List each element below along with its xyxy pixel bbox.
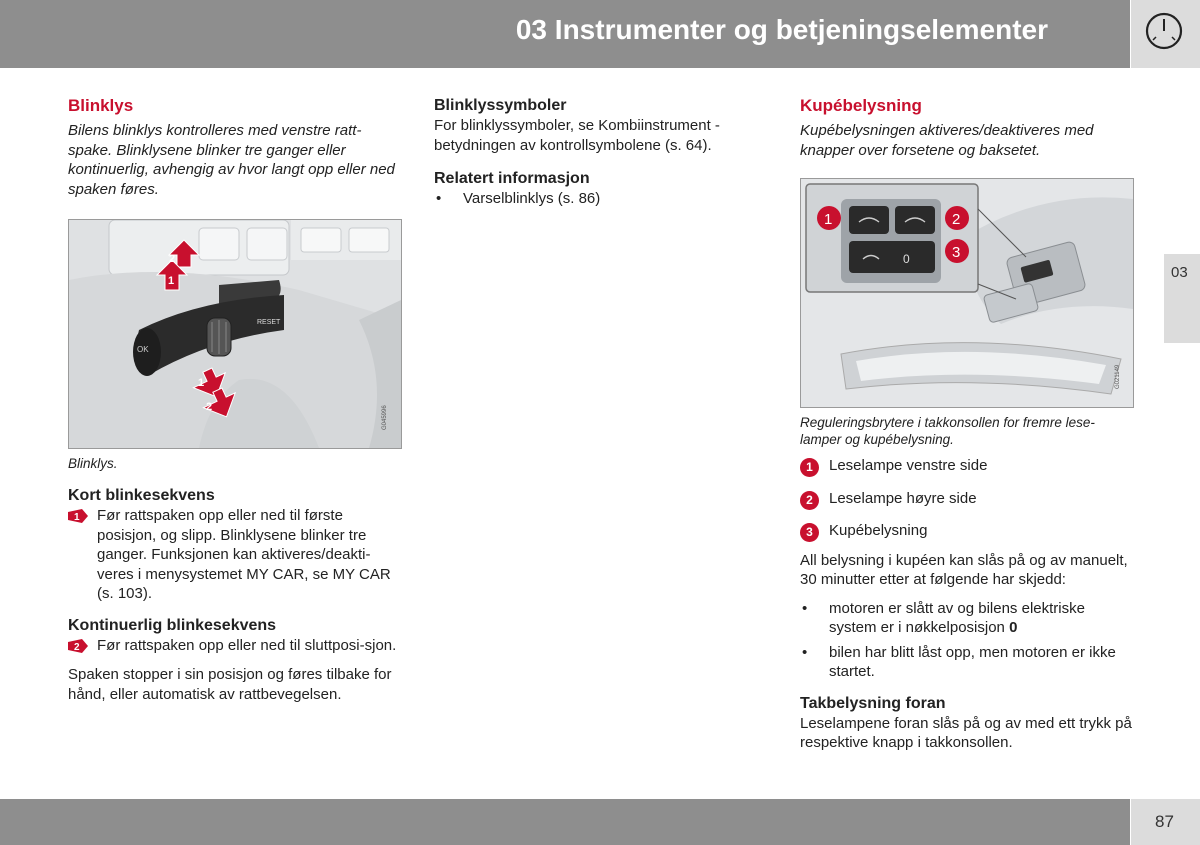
arrow-down-2-label: 2 [206, 401, 213, 413]
arrow-up-2-label: 2 [169, 253, 176, 265]
chapter-title: 03 Instrumenter og betjeningselementer [515, 14, 1048, 45]
callout-2: 2 [952, 211, 961, 228]
page-footer [0, 799, 1130, 845]
step-number-icon [68, 639, 88, 653]
bullet-dot: • [802, 599, 808, 617]
page-number-box [1131, 799, 1200, 845]
step-2-number: 2 [74, 641, 80, 653]
figure-caption-kupebelysning: Reguleringsbrytere i takkonsollen for fremre lese-lamper og kupébelysning. [800, 415, 1095, 447]
step-number-icon [68, 509, 88, 523]
column-blinklyssymboler [434, 96, 764, 209]
section-title-kupebelysning: Kupébelysning [800, 96, 922, 115]
condition-item [800, 599, 1134, 638]
column-kupebelysning [800, 96, 1134, 753]
kupebelysning-intro: Kupébelysningen aktiveres/deaktiveres med knapper over forsetene og baksetet. [800, 122, 1094, 159]
bullet-dot: • [802, 643, 808, 661]
figure-roof-console [800, 178, 1134, 408]
figure-turn-signal-stalk [68, 219, 402, 449]
legend-text: Kupébelysning [829, 522, 928, 539]
roof-console-illustration [801, 179, 1133, 407]
subsection-title-front-lighting: Takbelysning foran [800, 694, 946, 712]
section-title-symbols: Blinklyssymboler [434, 97, 567, 114]
page-header [0, 0, 1130, 68]
step-2-text: Før rattspaken opp eller ned til sluttposi-sjon. [97, 636, 397, 654]
legend-list [800, 456, 1134, 541]
figure-caption-blinklys: Blinklys. [68, 456, 118, 471]
legend-item [800, 521, 1134, 541]
kupebelysning-conditions-intro: All belysning i kupéen kan slås på og av manuelt, 30 minutter etter at følgende har skjedd: [800, 551, 1128, 588]
chapter-icon-box [1131, 0, 1200, 68]
step-1-text: Før rattspaken opp eller ned til første posisjon, og slipp. Blinklysene blinker tre ganger. Funksjonen kan aktiveres/deakti-veres i menysystemet MY CAR, se MY CAR (s. 103). [97, 507, 391, 602]
legend-number: 3 [800, 523, 819, 542]
step-1 [68, 506, 402, 604]
callout-3: 3 [952, 244, 961, 261]
legend-text: Leselampe venstre side [829, 457, 988, 474]
reset-mark: RESET [257, 319, 281, 326]
page-number: 87 [1155, 812, 1174, 831]
section-title-blinklys: Blinklys [68, 96, 134, 115]
legend-number: 1 [800, 458, 819, 477]
section-title-related: Relatert informasjon [434, 170, 590, 187]
front-lighting-text: Leselampene foran slås på og av med ett trykk på respektive knapp i takkonsollen. [800, 714, 1132, 751]
arrow-down-1-label: 1 [198, 377, 205, 389]
gauge-icon [1145, 12, 1183, 50]
figure-code: G021149 [1115, 364, 1121, 389]
subsection-title-continuous-sequence: Kontinuerlig blinkesekvens [68, 616, 277, 634]
chapter-side-tab [1164, 254, 1200, 343]
condition-text: motoren er slått av og bilens elektriske system er i nøkkelposisjon [829, 599, 1085, 636]
legend-number: 2 [800, 491, 819, 510]
arrow-up-1-label: 1 [168, 275, 175, 287]
legend-item [800, 489, 1134, 509]
legend-item [800, 456, 1134, 476]
ok-mark: OK [137, 345, 149, 354]
callout-1: 1 [824, 211, 833, 228]
column-blinklys [68, 96, 402, 704]
step-1-number: 1 [74, 512, 80, 523]
subsection-title-short-sequence: Kort blinkesekvens [68, 487, 215, 504]
related-item[interactable] [434, 189, 764, 209]
symbols-text: For blinklyssymboler, se Kombiinstrument - betydningen av kontrollsymbolene (s. 64). [434, 117, 720, 154]
step-2 [68, 636, 402, 656]
condition-text: bilen har blitt låst opp, men motoren er ikke startet. [829, 643, 1116, 680]
condition-item [800, 643, 1134, 682]
blinklys-intro: Bilens blinklys kontrolleres med venstre ratt-spake. Blinklysene blinker tre ganger eller kontinuerlig, avhengig av hvor langt opp eller ned spaken føres. [68, 122, 395, 198]
related-item-link[interactable]: Varselblinklys (s. 86) [463, 190, 601, 207]
figure-code: G045996 [382, 405, 388, 430]
turn-signal-stalk-illustration [69, 220, 401, 448]
off-zero-mark: 0 [903, 252, 910, 266]
blinklys-closing-text: Spaken stopper i sin posisjon og føres tilbake for hånd, eller automatisk av rattbevegelsen. [68, 666, 392, 703]
key-position-value: 0 [1009, 619, 1018, 636]
chapter-side-tab-label: 03 [1171, 264, 1188, 281]
bullet-dot: • [436, 190, 442, 207]
legend-text: Leselampe høyre side [829, 489, 977, 507]
